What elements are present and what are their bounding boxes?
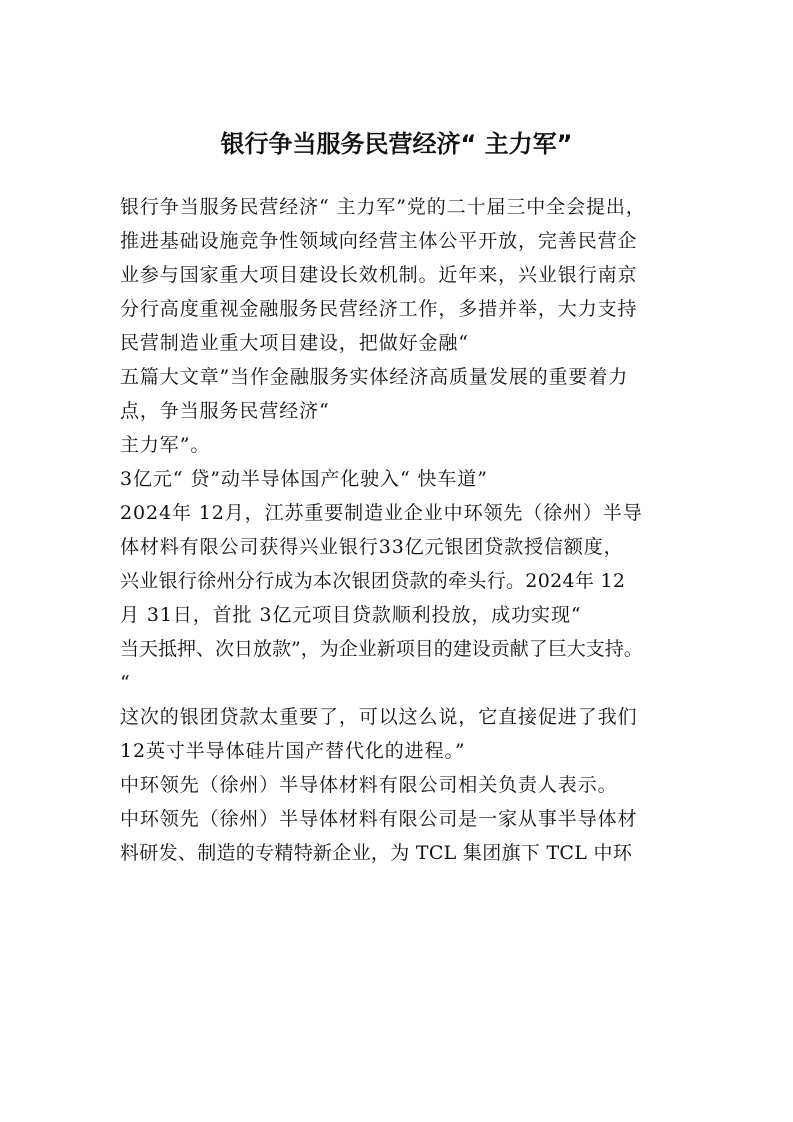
- paragraph-line: 这次的银团贷款太重要了，可以这么说，它直接促进了我们: [120, 706, 638, 728]
- paragraph-line: 当天抵押、次日放款”，为企业新项目的建设贡献了巨大支持。: [120, 638, 643, 660]
- paragraph-line: 银行争当服务民营经济“ 主力军”党的二十届三中全会提出，: [120, 196, 646, 218]
- document-body: [120, 190, 676, 870]
- paragraph-line: 体材料有限公司获得兴业银行33亿元银团贷款授信额度，: [120, 536, 624, 558]
- paragraph-line: 业参与国家重大项目建设长效机制。近年来，兴业银行南京: [120, 264, 638, 286]
- paragraph-line: 2024年 12月，江苏重要制造业企业中环领先（徐州）半导: [120, 502, 643, 524]
- paragraph-line: 中环领先（徐州）半导体材料有限公司相关负责人表示。: [120, 774, 618, 796]
- paragraph-line: 月 31日，首批 3亿元项目贷款顺利投放，成功实现“: [120, 604, 582, 626]
- paragraph-line: 料研发、制造的专精特新企业，为 TCL 集团旗下 TCL 中环: [120, 842, 633, 864]
- paragraph-line: 推进基础设施竞争性领域向经营主体公平开放，完善民营企: [120, 230, 638, 252]
- document-title: 银行争当服务民营经济“ 主力军”: [220, 130, 573, 158]
- paragraph-line: 主力军”。: [120, 434, 211, 456]
- paragraph-line: 兴业银行徐州分行成为本次银团贷款的牵头行。2024年 12: [120, 570, 626, 592]
- paragraph-line: 分行高度重视金融服务民营经济工作，多措并举，大力支持: [120, 298, 638, 320]
- paragraph-line: 中环领先（徐州）半导体材料有限公司是一家从事半导体材: [120, 808, 638, 830]
- section-heading: 3亿元“ 贷”动半导体国产化驶入“ 快车道”: [120, 468, 488, 490]
- paragraph-line: 五篇大文章”当作金融服务实体经济高质量发展的重要着力: [120, 366, 629, 388]
- paragraph-line: “: [120, 672, 131, 694]
- paragraph-line: 12英寸半导体硅片国产替代化的进程。”: [120, 740, 466, 762]
- paragraph-line: 民营制造业重大项目建设，把做好金融“: [120, 332, 469, 354]
- paragraph-line: 点，争当服务民营经济“: [120, 400, 330, 422]
